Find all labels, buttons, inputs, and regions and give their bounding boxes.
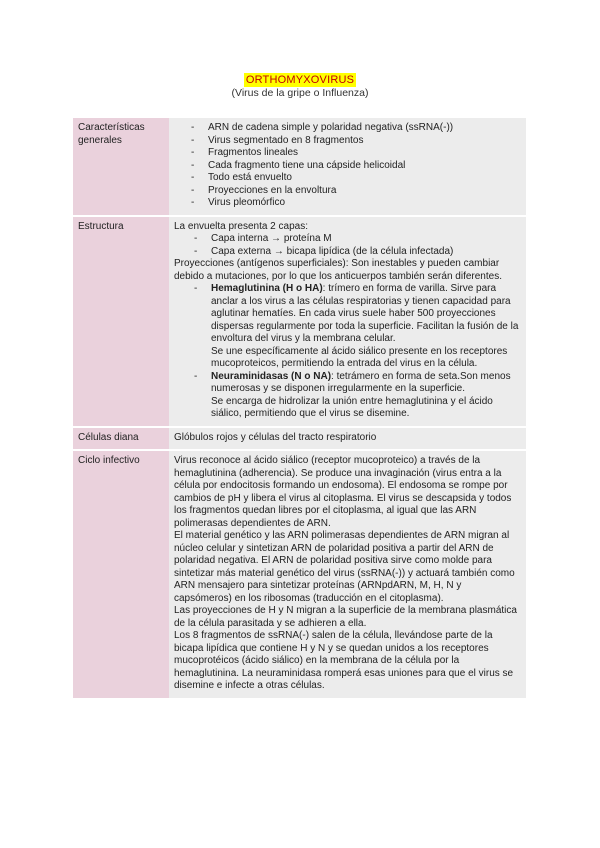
neuraminidase-desc: : tetrámero en forma de seta.Son menos numerosas y se disponen irregularmente en la superficie.	[211, 370, 511, 394]
list-item: - Virus segmentado en 8 fragmentos	[191, 135, 521, 148]
row-label: Estructura	[73, 217, 169, 426]
list-item: - Capa externa → bicapa lipídica (de la célula infectada)	[194, 246, 521, 259]
page-subtitle: (Virus de la gripe o Influenza)	[231, 87, 369, 99]
features-list	[174, 122, 521, 210]
list-item: - Fragmentos lineales	[191, 147, 521, 160]
content-table	[73, 116, 526, 700]
list-item: - Todo está envuelto	[191, 172, 521, 185]
projections-text: Proyecciones (antígenos superficiales): Son inestables y pueden cambiar debido a mutaciones, por lo que los anticuerpos también serán diferentes.	[174, 258, 502, 282]
row-content	[169, 451, 526, 698]
neuraminidase-term: Neuraminidasas (N o NA)	[211, 370, 332, 382]
projections-list	[174, 283, 521, 421]
row-content: Glóbulos rojos y células del tracto respiratorio	[169, 428, 526, 450]
layers-list	[174, 233, 521, 258]
row-label: Células diana	[73, 428, 169, 450]
list-item: - Proyecciones en la envoltura	[191, 185, 521, 198]
neuraminidase-extra: Se encarga de hidrolizar la unión entre hemaglutinina y el ácido siálico, permitiendo que el virus se disemine.	[211, 395, 493, 419]
paragraph: Las proyecciones de H y N migran a la superficie de la membrana plasmática de la célula parasitada y se adhieren a ella.	[174, 605, 517, 629]
row-label: Ciclo infectivo	[73, 451, 169, 698]
paragraph: Virus reconoce al ácido siálico (receptor mucoproteico) a través de la hemaglutinina (adherencia). Se produce una invaginación (virus entra a la célula por endocitosis formando un endosoma). El endosoma se rompe por cambios de pH y libera el virus al citoplasma. El virus se descapsida y todos los fragmentos quedan libres por el citoplasma, al igual que las ARN polimerasas dependientes de ARN.	[174, 455, 512, 529]
list-item: - ARN de cadena simple y polaridad negativa (ssRNA(-))	[191, 122, 521, 135]
row-ciclo	[73, 451, 526, 698]
page-title: ORTHOMYXOVIRUS	[245, 74, 355, 86]
list-item: - Capa interna → proteína M	[194, 233, 521, 246]
paragraph: Los 8 fragmentos de ssRNA(-) salen de la célula, llevándose parte de la bicapa lipídica que contiene H y N y se quedan unidos a los receptores mucoprotéicos (ácido siálico) en la membrana de la célula por la hemaglutinina. La neuraminidasa romperá esas uniones para que el virus se disemine e infecte a otras células.	[174, 630, 514, 691]
row-content	[169, 217, 526, 426]
list-item: - Virus pleomórfico	[191, 197, 521, 210]
hemagglutinin-desc: : trímero en forma de varilla. Sirve para anclar a los virus a las células respiratorias y tienen capacidad para aglutinar hematíes. En cada virus suele haber 500 proyecciones dispersas regularmente por toda la superficie. Facilitan la fusión de la envoltura del virus y la membrana celular.	[211, 283, 519, 344]
row-celulas	[73, 428, 526, 450]
list-item	[194, 371, 521, 421]
structure-intro: La envuelta presenta 2 capas:	[174, 220, 308, 232]
row-content	[169, 118, 526, 215]
row-label: Características generales	[73, 118, 169, 215]
paragraph: El material genético y las ARN polimerasas dependientes de ARN migran al núcleo celular y sintetizan ARN de polaridad positiva a partir del ARN de polaridad negativa. El ARN de polaridad positiva sirve como molde para sintetizar más material genético del virus (ssRNA(-)) y actuará también como ARN mensajero para sintetizar proteínas (ARNpdARN, M, H, N y capsómeros) en los ribosomas (traducción en el citoplasma).	[174, 530, 515, 604]
row-estructura	[73, 217, 526, 426]
list-item	[194, 283, 521, 371]
row-caracteristicas	[73, 118, 526, 215]
list-item: - Cada fragmento tiene una cápside helicoidal	[191, 160, 521, 173]
title-wrap	[0, 70, 600, 88]
hemagglutinin-term: Hemaglutinina (H o HA)	[211, 283, 323, 294]
hemagglutinin-extra: Se une específicamente al ácido siálico presente en los receptores mucoproteicos, permitiendo la entrada del virus en la célula.	[211, 345, 508, 369]
